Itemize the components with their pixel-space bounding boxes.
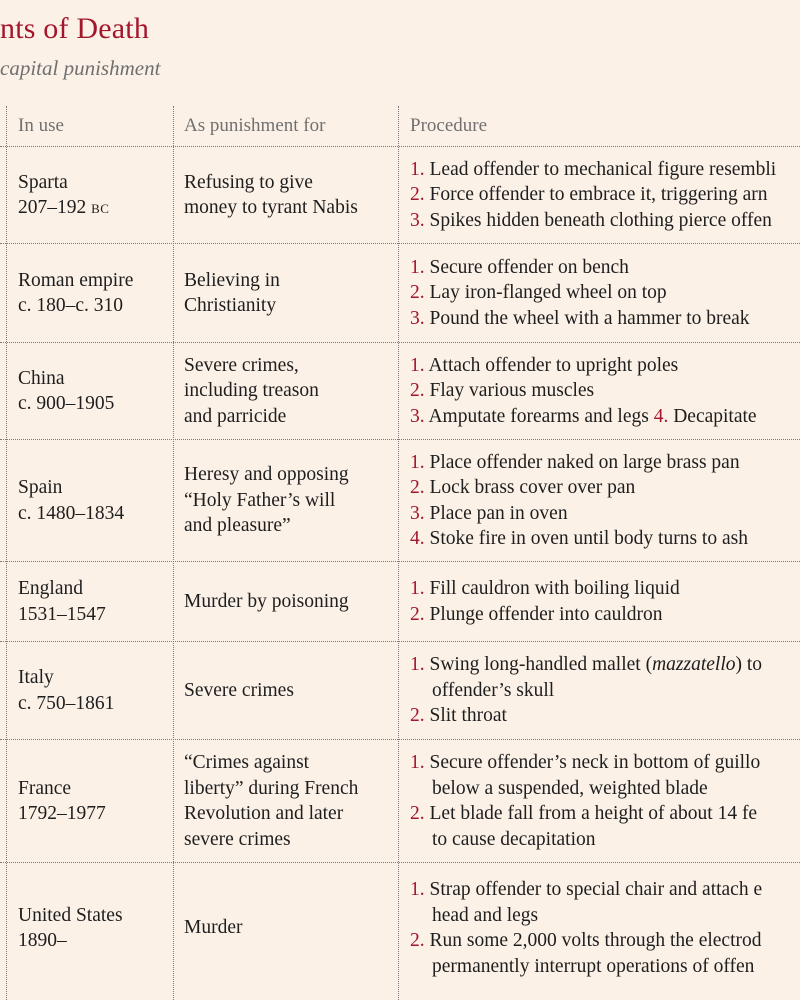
step-continuation: offender’s skull bbox=[432, 679, 555, 701]
step-number: 2. bbox=[410, 930, 425, 951]
punishment-line: Believing in bbox=[184, 269, 280, 291]
procedure-cell bbox=[410, 244, 750, 342]
procedure-cell bbox=[410, 343, 757, 439]
step-number: 4. bbox=[410, 528, 425, 549]
step-number: 2. bbox=[410, 803, 425, 824]
step-number: 1. bbox=[410, 158, 425, 180]
procedure-step bbox=[410, 353, 757, 379]
punishment-cell bbox=[184, 244, 280, 342]
page-subtitle: capital punishment bbox=[0, 56, 161, 80]
step-number: 3. bbox=[410, 209, 425, 231]
step-number: 2. bbox=[410, 184, 425, 206]
step-number: 4. bbox=[653, 405, 669, 427]
place: Spain bbox=[18, 477, 63, 498]
procedure-step bbox=[410, 306, 750, 332]
table-row bbox=[0, 562, 800, 642]
punishment-line: and parricide bbox=[184, 405, 287, 427]
step-continuation: to cause decapitation bbox=[432, 828, 596, 850]
punishment-line: and pleasure” bbox=[184, 515, 291, 537]
in-use-cell bbox=[18, 562, 106, 641]
step-text: Amputate forearms and legs bbox=[428, 405, 649, 427]
punishment-line: liberty” during French bbox=[184, 777, 359, 799]
punishment-cell bbox=[184, 740, 358, 862]
step-text: Lay iron-flanged wheel on top bbox=[429, 282, 667, 304]
header-punishment: As punishment for bbox=[184, 115, 326, 137]
step-text: Lead offender to mechanical figure resembli bbox=[429, 158, 777, 180]
step-number: 1. bbox=[410, 451, 425, 473]
punishment-line: including treason bbox=[184, 380, 319, 402]
step-continuation: below a suspended, weighted blade bbox=[432, 777, 708, 799]
years: c. 900–1905 bbox=[18, 393, 115, 414]
place: Roman empire bbox=[18, 269, 134, 291]
table-row bbox=[0, 863, 800, 993]
step-number: 2. bbox=[410, 705, 425, 727]
procedure-cell bbox=[410, 740, 760, 862]
step-text: ) to bbox=[735, 654, 763, 676]
years: 1531–1547 bbox=[18, 603, 106, 625]
procedure-step bbox=[410, 450, 748, 476]
step-text: Secure offender on bench bbox=[429, 256, 629, 278]
step-text: Let blade fall from a height of about 14 fe bbox=[429, 803, 758, 824]
table-row bbox=[0, 642, 800, 740]
procedure-cell bbox=[410, 440, 748, 561]
procedure-step bbox=[410, 501, 748, 527]
step-number: 1. bbox=[410, 578, 425, 599]
step-text: Place offender naked on large brass pan bbox=[429, 451, 740, 473]
header-procedure: Procedure bbox=[410, 115, 488, 137]
step-number: 2. bbox=[410, 603, 425, 625]
step-text: Secure offender’s neck in bottom of guillo bbox=[429, 752, 761, 773]
procedure-step bbox=[410, 182, 776, 208]
procedure-step bbox=[410, 928, 762, 954]
step-continuation: permanently interrupt operations of offen bbox=[432, 955, 755, 977]
step-text: Pound the wheel with a hammer to break bbox=[429, 307, 750, 329]
procedure-step bbox=[410, 526, 748, 552]
punishment-line: Murder by poisoning bbox=[184, 590, 349, 612]
step-number: 2. bbox=[410, 282, 425, 304]
step-number: 2. bbox=[410, 380, 425, 402]
punishment-line: “Crimes against bbox=[184, 752, 310, 773]
step-number: 3. bbox=[410, 307, 425, 329]
years: 1890– bbox=[18, 930, 67, 951]
in-use-cell bbox=[18, 244, 133, 342]
step-text: Decapitate bbox=[673, 405, 757, 427]
in-use-cell bbox=[18, 440, 124, 561]
step-text: Strap offender to special chair and attach e bbox=[429, 879, 763, 900]
table-row bbox=[0, 343, 800, 440]
place: Italy bbox=[18, 667, 54, 688]
step-number: 3. bbox=[410, 502, 425, 524]
procedure-step bbox=[410, 576, 680, 602]
era-suffix: bc bbox=[91, 197, 110, 217]
procedure-cell bbox=[410, 642, 762, 739]
place: China bbox=[18, 367, 65, 389]
procedure-step bbox=[410, 877, 762, 903]
step-text: Run some 2,000 volts through the electrod bbox=[429, 930, 762, 951]
procedure-step bbox=[410, 750, 760, 776]
in-use-cell bbox=[18, 343, 114, 439]
procedure-step bbox=[410, 378, 757, 404]
punishment-line: severe crimes bbox=[184, 828, 291, 850]
procedure-step bbox=[410, 404, 757, 430]
step-text: Flay various muscles bbox=[429, 380, 595, 402]
table-row bbox=[0, 147, 800, 244]
procedure-step bbox=[410, 255, 750, 281]
step-number: 2. bbox=[410, 477, 425, 498]
punishment-table bbox=[0, 106, 800, 1000]
step-text: Place pan in oven bbox=[429, 502, 568, 524]
step-number: 1. bbox=[410, 354, 425, 376]
place: Sparta bbox=[18, 171, 68, 193]
procedure-cell bbox=[410, 863, 762, 993]
years: 1792–1977 bbox=[18, 803, 106, 824]
punishment-line: Murder bbox=[184, 917, 243, 939]
procedure-step bbox=[410, 475, 748, 501]
procedure-step bbox=[410, 703, 762, 729]
place: France bbox=[18, 777, 72, 799]
place: United States bbox=[18, 904, 123, 926]
punishment-line: Revolution and later bbox=[184, 803, 344, 824]
step-text: Spikes hidden beneath clothing pierce offen bbox=[429, 209, 772, 231]
procedure-step bbox=[410, 157, 776, 183]
punishment-cell bbox=[184, 440, 349, 561]
punishment-line: Heresy and opposing bbox=[184, 464, 349, 486]
step-text: Plunge offender into cauldron bbox=[429, 603, 663, 625]
step-number: 3. bbox=[410, 405, 425, 427]
step-number: 1. bbox=[410, 256, 425, 278]
step-number: 1. bbox=[410, 752, 425, 773]
procedure-step bbox=[410, 208, 776, 234]
punishment-line: Refusing to give bbox=[184, 171, 313, 193]
place: England bbox=[18, 578, 83, 599]
procedure-cell bbox=[410, 562, 680, 641]
procedure-step bbox=[410, 801, 760, 827]
in-use-cell bbox=[18, 642, 114, 739]
punishment-line: Severe crimes, bbox=[184, 354, 299, 376]
table-row bbox=[0, 244, 800, 343]
step-text: Attach offender to upright poles bbox=[428, 354, 679, 376]
punishment-cell bbox=[184, 147, 358, 243]
step-number: 1. bbox=[410, 879, 425, 900]
step-text: Stoke fire in oven until body turns to ash bbox=[429, 528, 748, 549]
punishment-cell bbox=[184, 343, 319, 439]
page-title: nts of Death bbox=[0, 12, 150, 45]
table-header-row bbox=[0, 106, 800, 147]
in-use-cell bbox=[18, 863, 123, 993]
procedure-step bbox=[410, 280, 750, 306]
step-number: 1. bbox=[410, 654, 425, 676]
punishment-cell bbox=[184, 642, 294, 739]
step-text: Fill cauldron with boiling liquid bbox=[429, 578, 680, 599]
step-text-italic: mazzatello bbox=[652, 654, 736, 676]
punishment-cell bbox=[184, 863, 242, 993]
header-in-use: In use bbox=[18, 115, 64, 137]
step-text: Force offender to embrace it, triggering arn bbox=[429, 184, 768, 206]
step-continuation: head and legs bbox=[432, 904, 539, 926]
years: c. 180–c. 310 bbox=[18, 295, 124, 316]
table-row bbox=[0, 740, 800, 863]
step-text: Swing long-handled mallet ( bbox=[429, 654, 653, 676]
table-row bbox=[0, 440, 800, 562]
punishment-line: money to tyrant Nabis bbox=[184, 197, 358, 218]
years: c. 750–1861 bbox=[18, 692, 115, 714]
in-use-cell bbox=[18, 740, 106, 862]
step-text: Slit throat bbox=[429, 705, 507, 727]
years: 207–192 bc bbox=[18, 197, 110, 218]
punishment-line: Christianity bbox=[184, 295, 277, 316]
years: c. 1480–1834 bbox=[18, 502, 125, 524]
step-text: Lock brass cover over pan bbox=[429, 477, 636, 498]
punishment-line: “Holy Father’s will bbox=[184, 489, 336, 511]
procedure-step bbox=[410, 602, 680, 628]
procedure-cell bbox=[410, 147, 776, 243]
punishment-cell bbox=[184, 562, 349, 641]
procedure-step bbox=[410, 652, 762, 678]
punishment-line: Severe crimes bbox=[184, 679, 294, 701]
in-use-cell bbox=[18, 147, 109, 243]
